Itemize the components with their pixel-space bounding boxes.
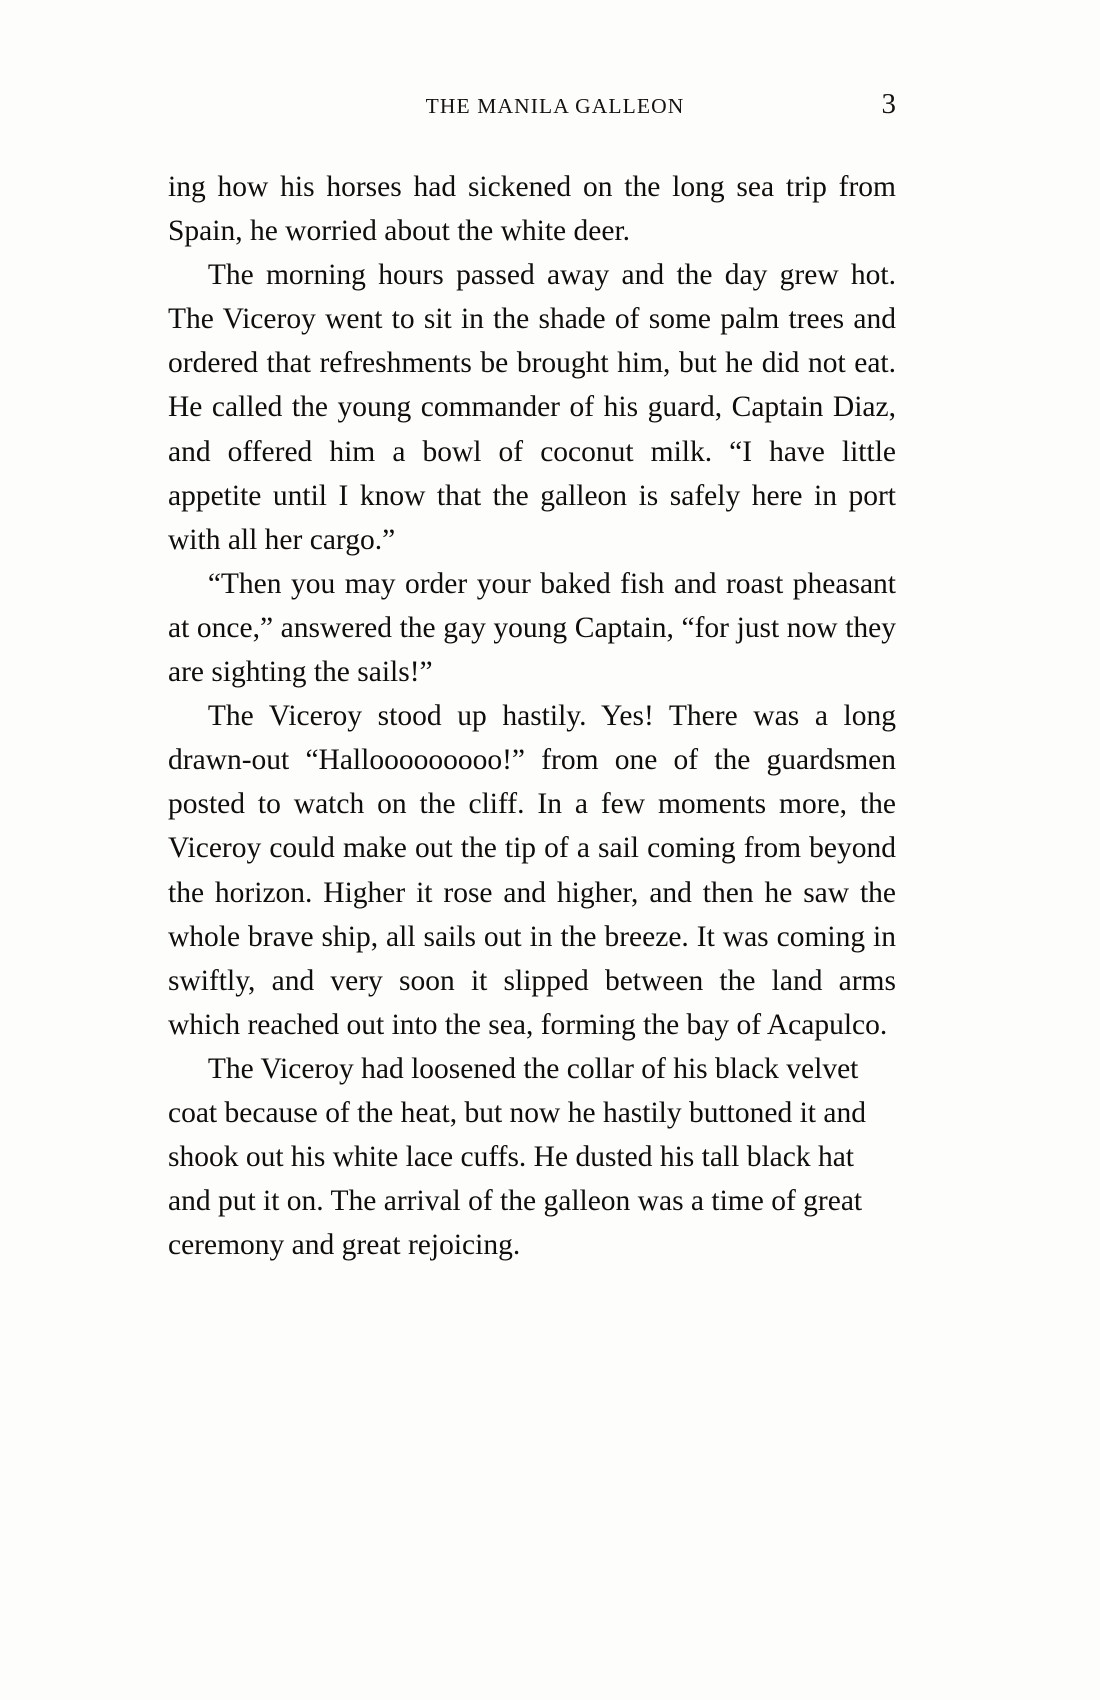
page-content [168, 88, 896, 1267]
paragraph: The Viceroy had loosened the collar of his black velvet coat because of the heat, but now he hastily buttoned it and shook out his white lace cuffs. He dusted his tall black hat and put it on. The arrival of the galleon was a time of great ceremony and great rejoicing. [168, 1052, 866, 1262]
page-number: 3 [881, 88, 896, 120]
paragraph: “Then you may order your baked fish and roast pheasant at once,” answered the gay young Captain, “for just now they are sighting the sails!” [168, 567, 896, 689]
body-text [168, 165, 896, 1267]
running-head [168, 88, 896, 121]
paragraph: The Viceroy stood up hastily. Yes! There was a long drawn-out “Hallooooooooo!” from one of the guardsmen posted to watch on the cliff. In a few moments more, the Viceroy could make out the tip of a sail coming from beyond the horizon. Higher it rose and higher, and then he saw the whole brave ship, all sails out in the breeze. It was coming in swiftly, and very soon it slipped between the land arms which reached out into the sea, forming the bay of Acapulco. [168, 700, 896, 1041]
running-head-title: THE MANILA GALLEON [425, 94, 685, 118]
paragraph: The morning hours passed away and the day grew hot. The Viceroy went to sit in the shade of some palm trees and ordered that refreshments be brought him, but he did not eat. He called the young commander of his guard, Captain Diaz, and offered him a bowl of coconut milk. “I have little appetite until I know that the galleon is safely here in port with all her cargo.” [168, 259, 896, 556]
paragraph: ing how his horses had sickened on the long sea trip from Spain, he worried about the white deer. [168, 171, 896, 248]
